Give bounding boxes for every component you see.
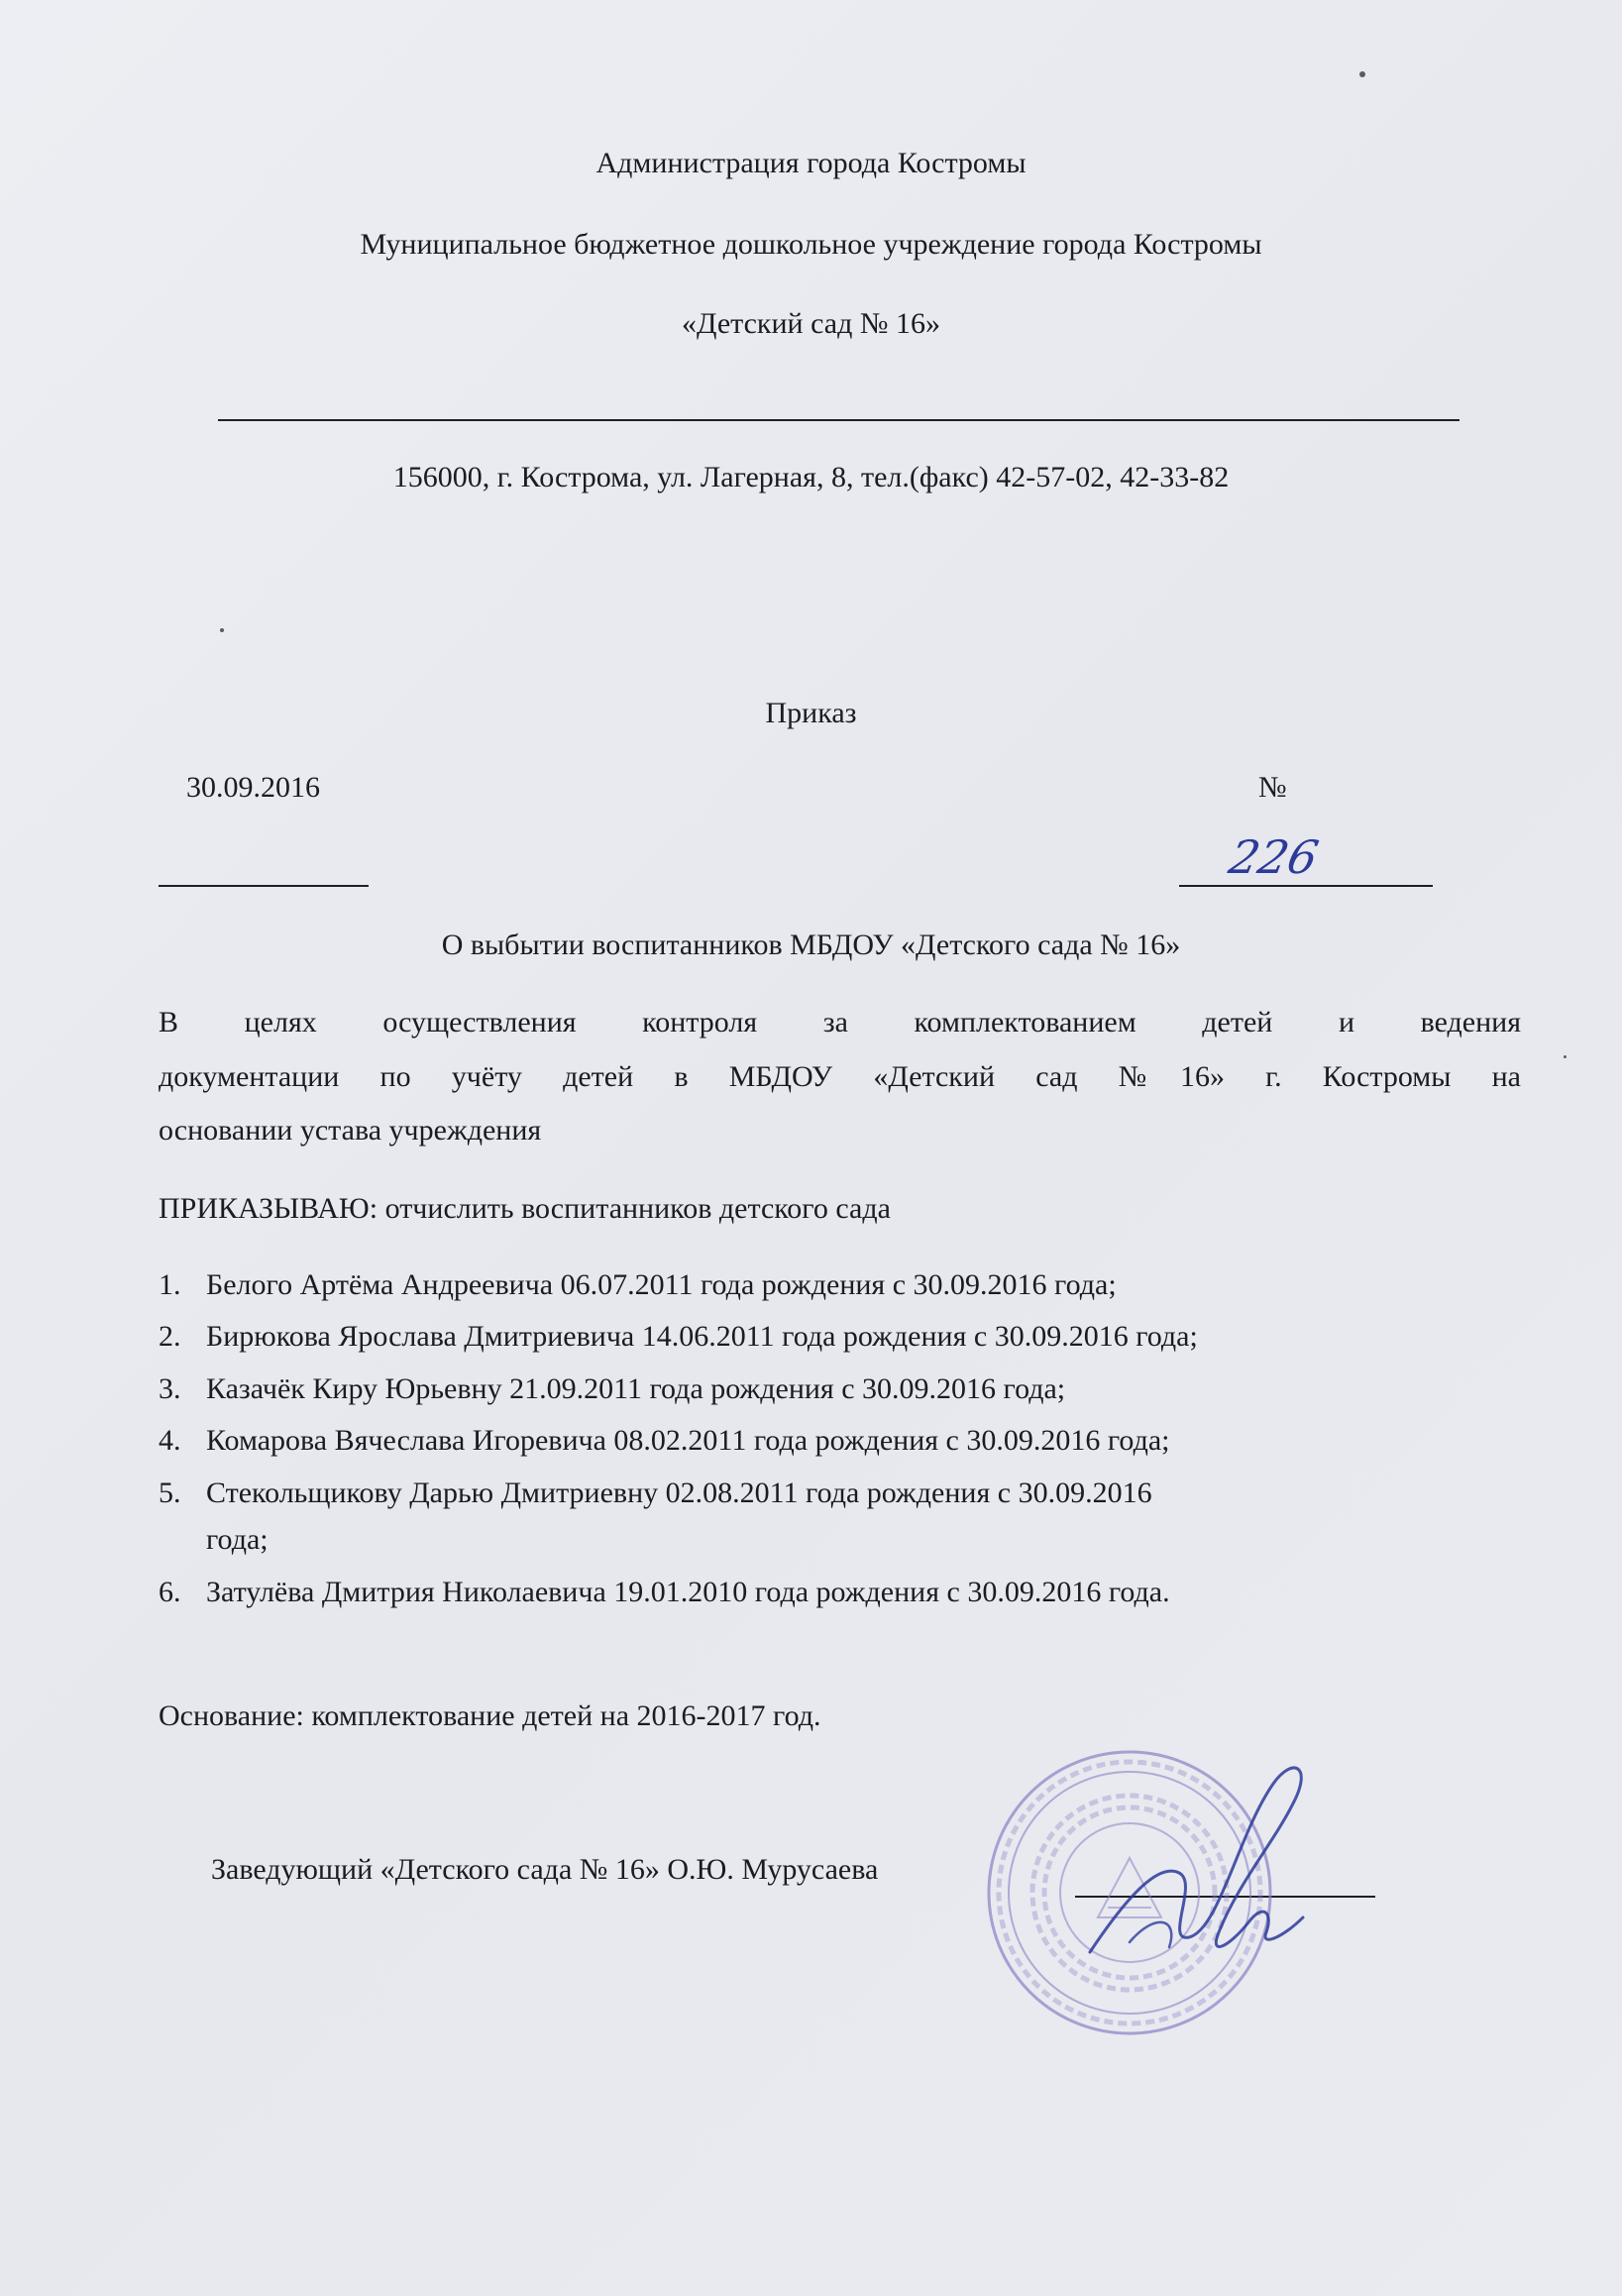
basis-line: Основание: комплектование детей на 2016-2017 год. (159, 1699, 821, 1732)
list-item (159, 1320, 1198, 1354)
list-item-number: 6. (159, 1576, 181, 1608)
list-item (159, 1424, 1169, 1458)
signatory-line: Заведующий «Детского сада № 16» О.Ю. Мурусаева (211, 1853, 879, 1886)
list-item-text: Комарова Вячеслава Игоревича 08.02.2011 года рождения с 30.09.2016 года; (206, 1424, 1170, 1457)
kindergarten-heading: «Детский сад № 16» (681, 307, 940, 340)
list-item-number: 1. (159, 1268, 181, 1301)
paper-speck (1564, 1055, 1567, 1058)
paragraph-line-2: документации по учёту детей в МБДОУ «Детский сад №16» г. Костромы на (159, 1060, 1521, 1093)
list-item-number: 3. (159, 1372, 181, 1405)
list-item (159, 1476, 1152, 1510)
institution-heading: Муниципальное бюджетное дошкольное учреждение города Костромы (360, 228, 1262, 261)
list-item-number: 4. (159, 1424, 181, 1457)
list-item-number: 5. (159, 1476, 181, 1509)
order-title: Приказ (765, 697, 857, 729)
list-item-continuation: года; (206, 1523, 269, 1556)
svg-text:226: 226 (1224, 830, 1324, 884)
header-divider (218, 419, 1460, 421)
order-subject: О выбытии воспитанников МБДОУ «Детского сада № 16» (441, 929, 1181, 961)
paragraph-line-1: В целях осуществления контроля за комплектованием детей и ведения (159, 1006, 1521, 1039)
order-date: 30.09.2016 (186, 771, 320, 804)
list-item-number: 2. (159, 1320, 181, 1353)
paper-speck (1359, 71, 1365, 77)
address-line: 156000, г. Кострома, ул. Лагерная, 8, тел.(факс) 42-57-02, 42-33-82 (392, 461, 1230, 493)
list-item-text: Затулёва Дмитрия Николаевича 19.01.2010 года рождения с 30.09.2016 года. (206, 1576, 1170, 1608)
list-item-text: Казачёк Киру Юрьевну 21.09.2011 года рождения с 30.09.2016 года; (206, 1372, 1066, 1405)
handwritten-signature (1070, 1744, 1328, 2002)
list-item (159, 1576, 1170, 1609)
handwritten-order-number (1217, 827, 1415, 887)
directive-line: ПРИКАЗЫВАЮ: отчислить воспитанников детского сада (159, 1192, 891, 1225)
date-underline (159, 885, 369, 887)
list-item-text: Белого Артёма Андреевича 06.07.2011 года рождения с 30.09.2016 года; (206, 1268, 1117, 1301)
list-item (159, 1268, 1117, 1302)
paragraph-line-3: основании устава учреждения (159, 1114, 542, 1147)
order-number-label: № (1258, 771, 1287, 804)
administration-heading: Администрация города Костромы (595, 147, 1027, 179)
list-item (159, 1372, 1065, 1406)
paper-speck (220, 628, 224, 632)
list-item-text: Бирюкова Ярослава Дмитриевича 14.06.2011 года рождения с 30.09.2016 года; (206, 1320, 1198, 1353)
list-item-text: Стекольщикову Дарью Дмитриевну 02.08.2011 года рождения с 30.09.2016 (206, 1476, 1152, 1509)
